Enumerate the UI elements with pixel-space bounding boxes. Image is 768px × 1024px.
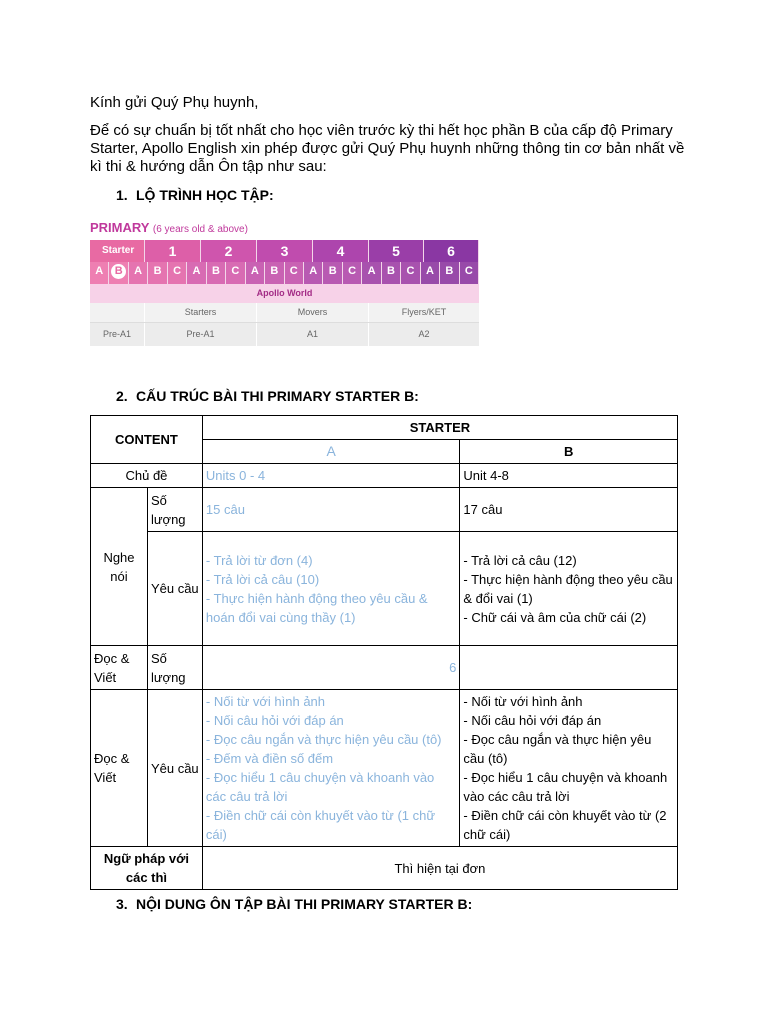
nghe-noi-so-luong-b: 17 câu <box>460 488 678 532</box>
chu-de-b: Unit 4-8 <box>460 464 678 488</box>
sublevel: C <box>168 262 187 284</box>
ngu-phap-label: Ngữ pháp với các thì <box>91 847 203 890</box>
sublevel: A <box>90 262 109 284</box>
sublevel: C <box>401 262 420 284</box>
sublevel: A <box>421 262 440 284</box>
nghe-noi-so-luong-a: 15 câu <box>202 488 459 532</box>
level-chart <box>90 218 479 350</box>
content-header: CONTENT <box>91 416 203 464</box>
sublevel-row <box>90 262 479 284</box>
level-6: 6 <box>424 240 479 262</box>
chu-de-label: Chủ đề <box>91 464 203 488</box>
intro-paragraph: Để có sự chuẩn bị tốt nhất cho học viên trước kỳ thi hết học phần B của cấp độ Primary Starter, Apollo English xin phép được gửi Quý Phụ huynh những thông tin cơ bản nhất về kì thi & hướng dẫn Ôn tập như sau: <box>90 122 685 175</box>
sublevel: A <box>129 262 148 284</box>
sublevel-current: B <box>109 262 128 284</box>
yeu-cau-label: Yêu cầu <box>147 690 202 847</box>
sublevel: C <box>460 262 479 284</box>
greeting: Kính gửi Quý Phụ huynh, <box>90 94 259 111</box>
cefr-cell: A2 <box>418 329 430 339</box>
ngu-phap-value: Thì hiện tại đơn <box>202 847 677 890</box>
doc-viet-so-luong-a: 6 <box>202 646 459 690</box>
cefr-row <box>90 323 479 346</box>
sublevel: B <box>440 262 459 284</box>
level-chart-title: PRIMARY (6 years old & above) <box>90 220 248 235</box>
chu-de-a: Units 0 - 4 <box>202 464 459 488</box>
level-1: 1 <box>145 240 201 262</box>
doc-viet-yeu-cau-a: - Nối từ với hình ảnh - Nối câu hỏi với đáp án - Đọc câu ngắn và thực hiện yêu cầu (tô) - Đếm và điền số đếm - Đọc hiểu 1 câu chuyện và khoanh vào các câu trả lời - Điền chữ cái còn khuyết vào từ (1 chữ cái) <box>202 690 459 847</box>
exam-row <box>90 303 479 323</box>
col-a-header: A <box>202 440 459 464</box>
section-heading-1: 1. LỘ TRÌNH HỌC TẬP: <box>116 187 274 203</box>
nghe-noi-yeu-cau-a: - Trả lời từ đơn (4) - Trả lời cả câu (10) - Thực hiện hành động theo yêu cầu & hoán đổi vai cùng thầy (1) <box>202 532 459 646</box>
sublevel: B <box>265 262 284 284</box>
sublevel: A <box>362 262 381 284</box>
exam-starters: Starters <box>145 303 257 322</box>
doc-viet-so-luong-b <box>460 646 678 690</box>
so-luong-label: Số lượng <box>147 488 202 532</box>
doc-viet-label: Đọc & Viết <box>91 690 148 847</box>
sublevel: C <box>226 262 245 284</box>
exam-flyers: Flyers/KET <box>401 307 447 317</box>
section-heading-3: 3. NỘI DUNG ÔN TẬP BÀI THI PRIMARY STARTER B: <box>116 896 473 912</box>
sublevel: A <box>304 262 323 284</box>
doc-viet-label: Đọc & Viết <box>91 646 148 690</box>
sublevel: C <box>343 262 362 284</box>
level-5: 5 <box>369 240 424 262</box>
sublevel: C <box>285 262 304 284</box>
apollo-world-band: Apollo World <box>90 284 479 303</box>
exam-structure-table <box>90 415 678 890</box>
sublevel: A <box>187 262 206 284</box>
cefr-cell: Pre-A1 <box>90 323 145 346</box>
sublevel: A <box>246 262 265 284</box>
doc-viet-yeu-cau-b: - Nối từ với hình ảnh - Nối câu hỏi với đáp án - Đọc câu ngắn và thực hiện yêu cầu (tô) - Đọc hiểu 1 câu chuyện và khoanh vào các câu trả lời - Điền chữ cái còn khuyết vào từ (2 chữ cái) <box>460 690 678 847</box>
nghe-noi-yeu-cau-b: - Trả lời cả câu (12) - Thực hiện hành động theo yêu cầu & đổi vai (1) - Chữ cái và âm của chữ cái (2) <box>460 532 678 646</box>
col-b-header: B <box>460 440 678 464</box>
level-starter: Starter <box>90 240 145 262</box>
sublevel: B <box>323 262 342 284</box>
yeu-cau-label: Yêu cầu <box>147 532 202 646</box>
sublevel: B <box>148 262 167 284</box>
section-heading-2: 2. CẤU TRÚC BÀI THI PRIMARY STARTER B: <box>116 388 419 404</box>
nghe-noi-label: Nghe nói <box>91 488 148 646</box>
sublevel: B <box>382 262 401 284</box>
cefr-cell: A1 <box>257 323 369 346</box>
level-3: 3 <box>257 240 313 262</box>
level-4: 4 <box>313 240 369 262</box>
level-row <box>90 240 479 262</box>
exam-movers: Movers <box>257 303 369 322</box>
so-luong-label: Số lượng <box>147 646 202 690</box>
level-2: 2 <box>201 240 257 262</box>
starter-header: STARTER <box>202 416 677 440</box>
sublevel: B <box>207 262 226 284</box>
cefr-cell: Pre-A1 <box>145 323 257 346</box>
